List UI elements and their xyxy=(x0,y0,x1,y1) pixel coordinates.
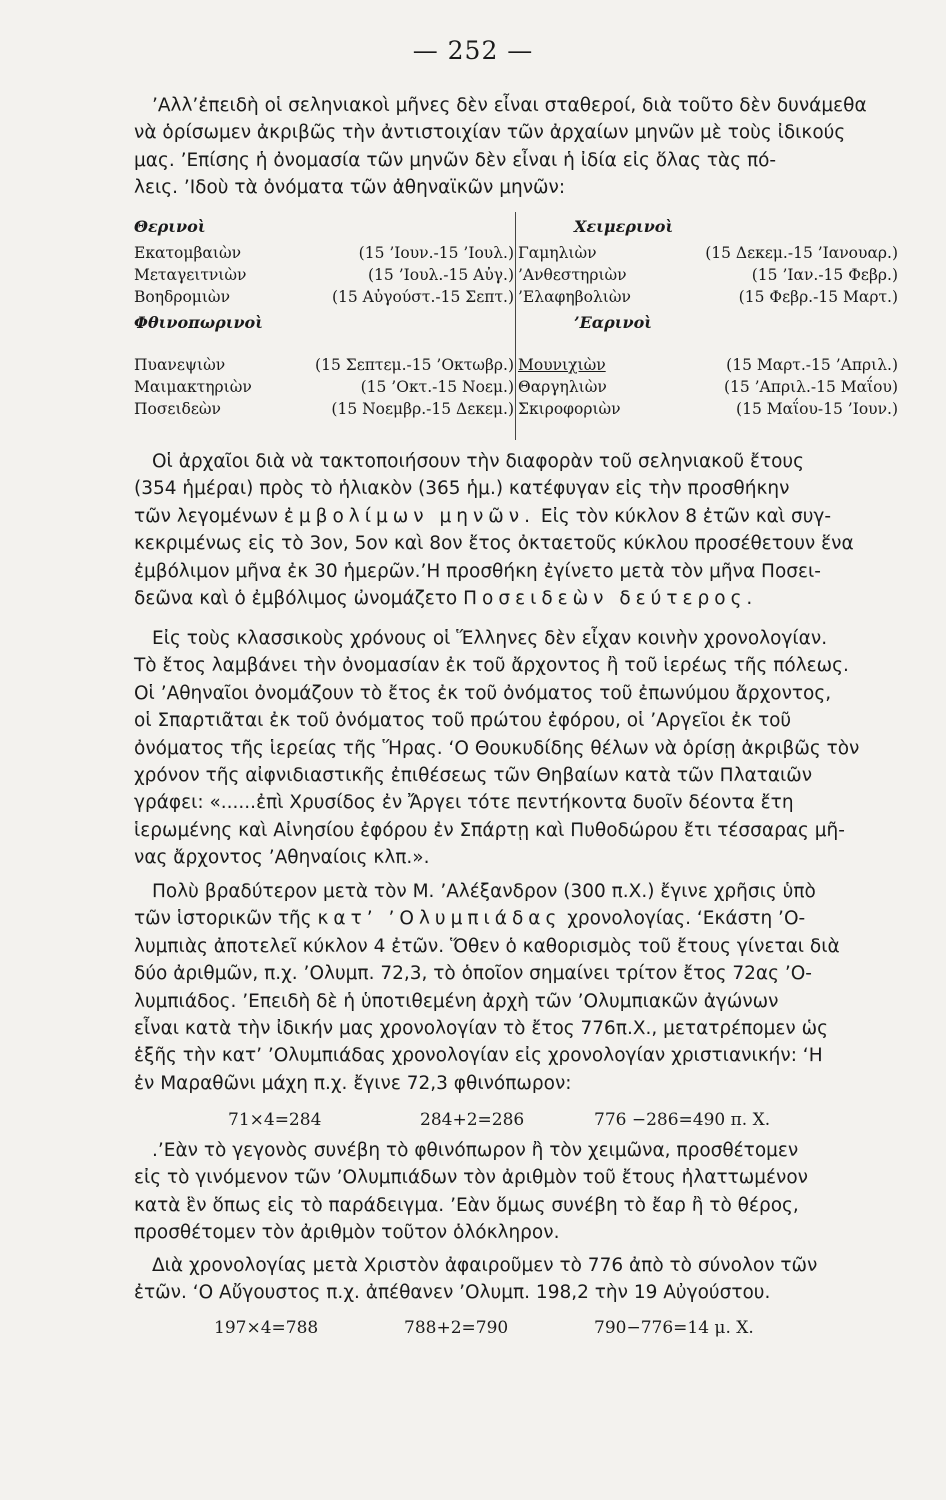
calculation-step: 71×4=284 xyxy=(228,1110,322,1130)
month-row xyxy=(134,376,514,398)
month-row xyxy=(518,286,898,308)
month-row xyxy=(134,242,514,264)
text-span: δεῶνα καὶ ὁ ἐμβόλιμος ὠνομάζετο xyxy=(134,588,458,610)
month-name: Εκατομβαιὼν xyxy=(134,244,242,262)
text-span: τῶν ἱστορικῶν τῆς xyxy=(134,908,312,930)
month-name: Μεταγειτνιὼν xyxy=(134,266,247,284)
calculation-step: 197×4=788 xyxy=(214,1318,319,1338)
month-name: ’Ανθεστηριὼν xyxy=(518,266,627,284)
text-line xyxy=(134,905,896,932)
month-name: Ποσειδεὼν xyxy=(134,400,221,418)
month-table xyxy=(134,212,898,440)
paragraph-intercalary xyxy=(134,448,896,612)
text-line: Οἱ ’Αθηναῖοι ὀνομάζουν τὸ ἔτος ἐκ τοῦ ὀνόματος τοῦ ἐπωνύμου ἄρχοντος, xyxy=(134,682,832,704)
month-name: Βοηδρομιὼν xyxy=(134,288,230,306)
paragraph-season-rule xyxy=(134,1137,896,1247)
month-range: (15 ’Ιουν.-15 ’Ιουλ.) xyxy=(358,244,514,262)
emphasized-term: Ποσειδεὼν δεύτερος. xyxy=(463,588,758,610)
calculation-step: 790−776=14 μ. Χ. xyxy=(594,1318,754,1338)
text-line: λυμπιὰς ἀποτελεῖ κύκλον 4 ἐτῶν. Ὅθεν ὁ καθορισμὸς τοῦ ἔτους γίνεται διὰ xyxy=(134,935,840,957)
text-line xyxy=(134,585,896,612)
month-row xyxy=(518,398,898,420)
month-name: Γαμηλιὼν xyxy=(518,244,597,262)
text-line: ’Αλλ’ἐπειδὴ οἱ σεληνιακοὶ μῆνες δὲν εἶναι σταθεροί, διὰ τοῦτο δὲν δυνάμεθα xyxy=(152,95,867,116)
text-line: ἐν Μαραθῶνι μάχη π.χ. ἔγινε 72,3 φθινόπωρον: xyxy=(134,1072,572,1094)
text-span: Εἰς τὸν κύκλον 8 ἐτῶν καὶ συγ- xyxy=(540,505,832,527)
text-line: (354 ἡμέραι) πρὸς τὸ ἡλιακὸν (365 ἡμ.) κατέφυγαν εἰς τὴν προσθήκην xyxy=(134,478,790,500)
month-range: (15 Νοεμβρ.-15 Δεκεμ.) xyxy=(331,400,514,418)
intro-paragraph xyxy=(134,92,896,202)
text-line: χρόνον τῆς αἰφνιδιαστικῆς ἐπιθέσεως τῶν Θηβαίων κατὰ τῶν Πλαταιῶν xyxy=(134,765,813,787)
text-line: .’Εὰν τὸ γεγονὸς συνέβη τὸ φθινόπωρον ἢ τὸν χειμῶνα, προσθέτομεν xyxy=(152,1140,799,1161)
text-line: λυμπιάδος. ’Επειδὴ δὲ ἡ ὑποτιθεμένη ἀρχὴ τῶν ’Ολυμπιακῶν ἀγώνων xyxy=(134,990,779,1012)
month-row xyxy=(134,286,514,308)
month-row xyxy=(518,354,898,376)
text-line: εἰς τὸ γινόμενον τῶν ’Ολυμπιάδων τὸν ἀριθμὸν τοῦ ἔτους ἠλαττωμένον xyxy=(134,1167,808,1189)
left-column xyxy=(134,212,514,420)
text-line: ἱερωμένης καὶ Αἰνησίου ἐφόρου ἐν Σπάρτῃ καὶ Πυθοδώρου ἔτι τέσσαρας μῆ- xyxy=(134,819,845,841)
season-title-summer: Θερινοὶ xyxy=(134,217,206,236)
emphasized-term: κατ’ ’Ολυμπιάδας xyxy=(317,908,562,930)
text-line: κατὰ ἓν ὅπως εἰς τὸ παράδειγμα. ’Εὰν ὅμως συνέβη τὸ ἔαρ ἢ τὸ θέρος, xyxy=(134,1194,799,1216)
text-line: εἶναι κατὰ τὴν ἰδικήν μας χρονολογίαν τὸ ἔτος 776π.Χ., μετατρέπομεν ὡς xyxy=(134,1018,828,1040)
month-row xyxy=(518,376,898,398)
text-line: ἐτῶν. ‘Ο Αὔγουστος π.χ. ἀπέθανεν ’Ολυμπ. 198,2 τὴν 19 Αὐγούστου. xyxy=(134,1282,771,1304)
month-name: ’Ελαφηβολιὼν xyxy=(518,288,631,306)
month-name: Θαργηλιὼν xyxy=(518,378,607,396)
text-span: τῶν λεγομένων xyxy=(134,505,278,527)
paragraph-classical-chronology xyxy=(134,625,896,872)
text-line: νας ἄρχοντος ’Αθηναίοις κλπ.». xyxy=(134,847,430,869)
month-row xyxy=(518,264,898,286)
text-line: Τὸ ἔτος λαμβάνει τὴν ὀνομασίαν ἐκ τοῦ ἄρχοντος ἢ τοῦ ἱερέως τῆς πόλεως. xyxy=(134,655,849,677)
month-range: (15 Σεπτεμ.-15 ’Οκτωβρ.) xyxy=(315,356,514,374)
season-title-autumn: Φθινοπωρινοὶ xyxy=(134,313,263,332)
month-range: (15 ’Απριλ.-15 Μαΐου) xyxy=(723,378,898,396)
text-line: γράφει: «......ἐπὶ Χρυσίδος ἐν Ἄργει τότε πεντήκοντα δυοῖν δέοντα ἔτη xyxy=(134,792,794,814)
month-range: (15 Δεκεμ.-15 ’Ιανουαρ.) xyxy=(705,244,898,262)
month-name: Σκιροφοριὼν xyxy=(518,400,621,418)
month-row xyxy=(518,242,898,264)
column-divider xyxy=(515,212,516,440)
text-line: νὰ ὁρίσωμεν ἀκριβῶς τὴν ἀντιστοιχίαν τῶν ἀρχαίων μηνῶν μὲ τοὺς ἰδικούς xyxy=(134,122,846,144)
text-line: προσθέτομεν τὸν ἀριθμὸν τοῦτον ὁλόκληρον. xyxy=(134,1222,560,1244)
calculation-step: 788+2=790 xyxy=(404,1318,509,1338)
month-row xyxy=(134,398,514,420)
text-line: μας. ’Επίσης ἡ ὀνομασία τῶν μηνῶν δὲν εἶναι ἡ ἰδία εἰς ὅλας τὰς πό- xyxy=(134,149,777,171)
page-number: — 252 — xyxy=(412,36,534,65)
month-range: (15 Αὐγούστ.-15 Σεπτ.) xyxy=(331,288,514,306)
text-line: ὀνόματος τῆς ἱερείας τῆς Ἥρας. ‘Ο Θουκυδίδης θέλων νὰ ὁρίσῃ ἀκριβῶς τὸν xyxy=(134,737,860,759)
month-range: (15 Μαρτ.-15 ’Απριλ.) xyxy=(726,356,898,374)
month-range: (15 Φεβρ.-15 Μαρτ.) xyxy=(738,288,898,306)
text-line: ἑξῆς τὴν κατ’ ’Ολυμπιάδας χρονολογίαν εἰς χρονολογίαν χριστιανικήν: ‘Η xyxy=(134,1045,823,1067)
text-line: Πολὺ βραδύτερον μετὰ τὸν Μ. ’Αλέξανδρον (300 π.Χ.) ἔγινε χρῆσις ὑπὸ xyxy=(152,881,816,902)
month-name: Μουνιχιὼν xyxy=(518,356,606,374)
calculation-step: 776 −286=490 π. Χ. xyxy=(594,1110,771,1130)
month-range: (15 ’Οκτ.-15 Νοεμ.) xyxy=(360,378,514,396)
month-name: Πυανεψιὼν xyxy=(134,356,226,374)
text-line xyxy=(134,503,896,530)
month-row xyxy=(134,354,514,376)
season-title-spring: ’Εαρινοὶ xyxy=(574,313,652,332)
month-row xyxy=(134,264,514,286)
month-name: Μαιμακτηριὼν xyxy=(134,378,252,396)
season-title-winter: Χειμερινοὶ xyxy=(574,217,674,236)
text-line: οἱ Σπαρτιᾶται ἐκ τοῦ ὀνόματος τοῦ πρώτου ἐφόρου, οἱ ’Αργεῖοι ἐκ τοῦ xyxy=(134,710,792,732)
paragraph-olympiads xyxy=(134,878,896,1097)
month-range: (15 ’Ιαν.-15 Φεβρ.) xyxy=(751,266,898,284)
emphasized-term: ἐμβολίμων μηνῶν. xyxy=(283,505,536,527)
month-range: (15 Μαΐου-15 ’Ιουν.) xyxy=(736,400,898,418)
text-line: κεκριμένως εἰς τὸ 3ον, 5ον καὶ 8ον ἔτος ὀκταετοῦς κύκλου προσέθετουν ἕνα xyxy=(134,533,854,555)
text-line: δύο ἀριθμῶν, π.χ. ’Ολυμπ. 72,3, τὸ ὁποῖον σημαίνει τρίτον ἔτος 72ας ’Ο- xyxy=(134,963,812,985)
text-line: λεις. ’Ιδοὺ τὰ ὀνόματα τῶν ἀθηναϊκῶν μηνῶν: xyxy=(134,177,566,199)
calculation-step: 284+2=286 xyxy=(420,1110,525,1130)
right-column xyxy=(518,212,898,420)
text-line: Εἰς τοὺς κλασσικοὺς χρόνους οἱ Ἕλληνες δὲν εἶχαν κοινὴν χρονολογίαν. xyxy=(152,628,828,649)
text-line: Οἱ ἀρχαῖοι διὰ νὰ τακτοποιήσουν τὴν διαφορὰν τοῦ σεληνιακοῦ ἔτους xyxy=(152,451,804,472)
month-range: (15 ’Ιουλ.-15 Αὐγ.) xyxy=(368,266,514,284)
text-line: Διὰ χρονολογίας μετὰ Χριστὸν ἀφαιροῦμεν τὸ 776 ἀπὸ τὸ σύνολον τῶν xyxy=(152,1255,818,1276)
text-span: χρονολογίας. ‘Εκάστη ’Ο- xyxy=(567,908,806,930)
paragraph-ad-dates xyxy=(134,1252,896,1307)
text-line: ἐμβόλιμον μῆνα ἐκ 30 ἡμερῶν.’Η προσθήκη ἐγίνετο μετὰ τὸν μῆνα Ποσει- xyxy=(134,560,821,582)
